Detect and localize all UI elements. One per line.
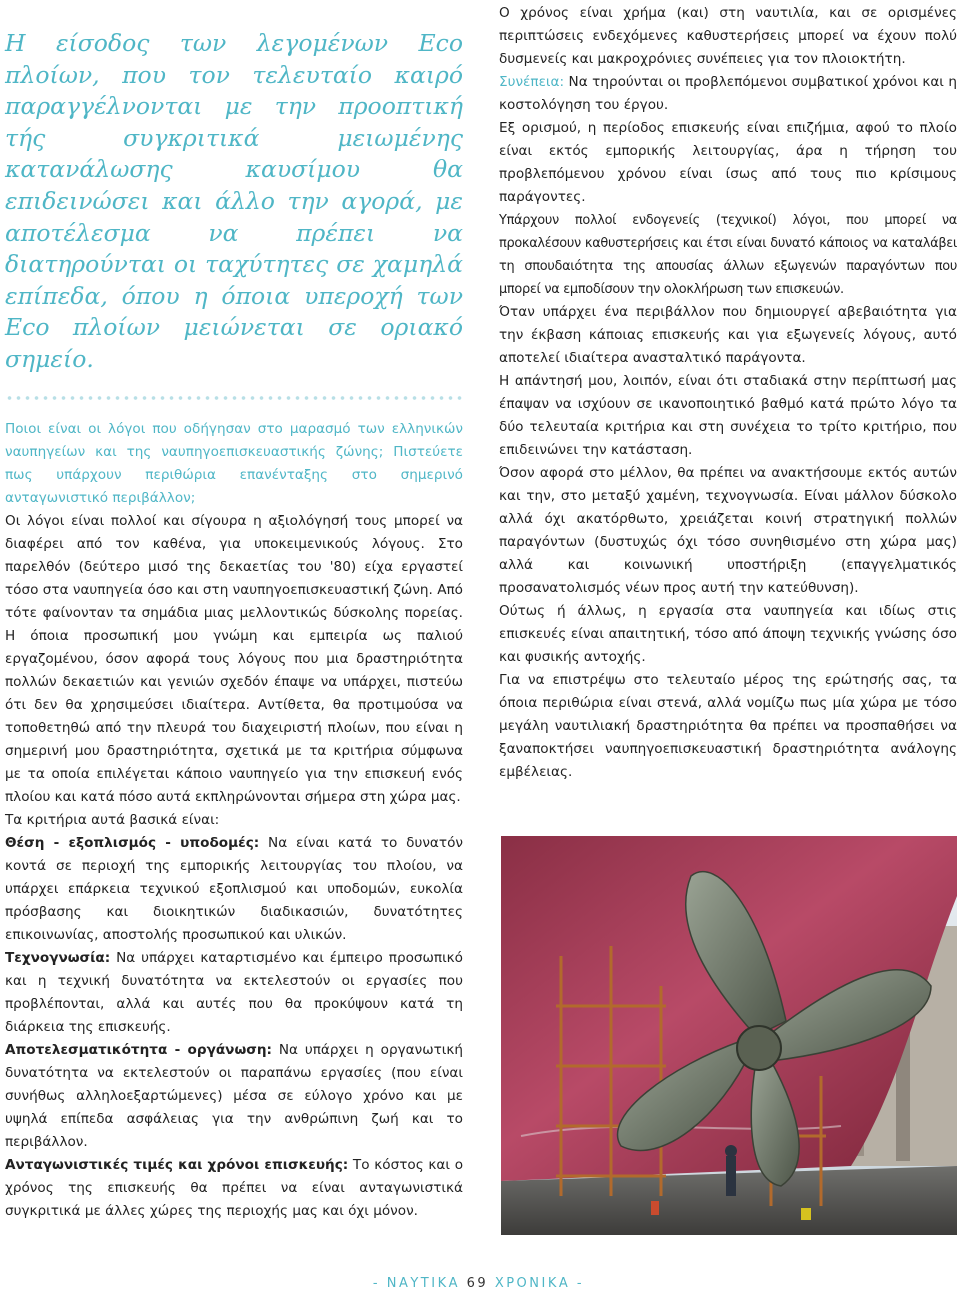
answer-paragraph: Τα κριτήρια αυτά βασικά είναι: <box>5 811 220 828</box>
criterion-pricing <box>5 1154 463 1223</box>
criterion-text: Να υπάρχει η οργανωτική δυνατότητα να εκτελεστούν οι παραπάνω εργασίες (που είναι συνήθως αλληλοεξαρτώμενες) μέσα σε εύλογο χρόνο και με υψηλά επίπεδα ασφάλειας για την ανθρώπινη ζωή και το περιβάλλον. <box>5 1041 464 1150</box>
page-number: 69 <box>466 1276 489 1291</box>
interview-question: Ποιοι είναι οι λόγοι που οδήγησαν στο μαρασμό των ελληνικών ναυπηγείων και της ναυπηγοεπισκευαστικής ζώνης; Πιστεύετε πως υπάρχουν περιθώρια επανένταξης στο σημερινό ανταγωνιστικό περιβάλλον; <box>5 420 463 506</box>
answer-paragraph: Για να επιστρέψω στο τελευταίο μέρος της ερώτησής σας, τα όποια περιθώρια είναι στενά, αλλά νομίζω πως μία χώρα με τόσο μεγάλη ναυτιλιακή δραστηριότητα θα πρέπει να προσπαθήσει να ξαναποκτήσει ναυπηγοεπισκευαστική δραστηριότητα ανάλογης εμβέλειας. <box>499 672 957 780</box>
answer-paragraph: Ο χρόνος είναι χρήμα (και) στη ναυτιλία, και σε ορισμένες περιπτώσεις ενδεχόμενες καθυστερήσεις μπορεί να έχουν πολύ δυσμενείς και μακροχρόνιες συνέπειες για τον πλοιοκτήτη. <box>499 5 957 67</box>
right-column <box>499 2 957 784</box>
answer-paragraph: Η απάντησή μου, λοιπόν, είναι ότι σταδιακά στην περίπτωσή μας έπαψαν να ισχύουν σε ικανοποιητικό βαθμό κατά πρώτο λόγο τα δύο τελευταία κριτήρια και στη συνέχεια το τρίτο κριτήριο, που επιδεινώνει την κατάσταση. <box>499 373 957 458</box>
criterion-text: Να τηρούνται οι προβλεπόμενοι συμβατικοί χρόνοι και η κοστολόγηση του έργου. <box>499 74 957 113</box>
criterion-text: Το κόστος και ο χρόνος της επισκευής θα πρέπει να είναι ανταγωνιστικά συγκριτικά με άλλες χώρες της περιοχής μας και όχι μόνον. <box>5 1156 464 1219</box>
left-column <box>5 28 463 1223</box>
footer-left: - ΝΑΥΤΙΚΑ <box>372 1276 460 1291</box>
criterion-location <box>5 832 463 947</box>
criterion-efficiency <box>5 1039 463 1154</box>
criterion-consistency <box>499 71 957 117</box>
dotted-divider <box>5 396 463 400</box>
criterion-text: Να είναι κατά το δυνατόν κοντά σε περιοχή της εμπορικής λειτουργίας του πλοίου, να υπάρχει επάρκεια τεχνικού εξοπλισμού και υποδομών, ευκολία πρόσβασης και διοικητικών διαδικασιών, δυνατότητες επικοινωνίας, αποστολής προσωπικού και υλικών. <box>5 834 463 943</box>
answer-paragraph: Όταν υπάρχει ένα περιβάλλον που δημιουργεί αβεβαιότητα για την έκβαση κάποιας επισκευής και για εξωγενείς λόγους, αυτό αποτελεί ιδιαίτερα ανασταλτικό παράγοντα. <box>499 304 957 366</box>
page-footer <box>0 1276 957 1291</box>
criterion-label: Συνέπεια: <box>499 74 565 90</box>
criterion-label: Θέση - εξοπλισμός - υποδομές: <box>5 834 260 851</box>
answer-paragraph: Υπάρχουν πολλοί ενδογενείς (τεχνικοί) λόγοι, που μπορεί να προκαλέσουν καθυστερήσεις και έτσι είναι δυνατό κάποιος να καταλάβει τη σπουδαιότητα της απουσίας άλλων εξωγενών παραγόντων που μπορεί να εμποδίσουν την ολοκλήρωση των επισκευών. <box>499 213 957 297</box>
criterion-label: Ανταγωνιστικές τιμές και χρόνοι επισκευής: <box>5 1156 349 1173</box>
criterion-label: Αποτελεσματικότητα - οργάνωση: <box>5 1041 272 1058</box>
criterion-label: Τεχνογνωσία: <box>5 949 111 966</box>
answer-paragraph: Οι λόγοι είναι πολλοί και σίγουρα η αξιολόγησή τους μπορεί να διαφέρει από τον καθένα, για υποκειμενικούς λόγους. Στο παρελθόν (δεύτερο μισό της δεκαετίας του '80) είχα εργαστεί τόσο στα ναυπηγεία όσο και στη ναυπηγοεπισκευαστική ζώνη. Από τότε φαίνονταν τα σημάδια μιας μελλοντικώς δύσκολης πορείας. Η όποια προσωπική μου γνώμη και εμπειρία ως παλιού εργαζομένου, όσον αφορά τους λόγους που μια δραστηριότητα πολλών δεκαετιών και γενιών σχεδόν έπαψε να υπάρχει, πιστεύω ότι δεν θα χρησιμεύσει ιδιαίτερα. Αντίθετα, θα προτιμούσα να τοποθετηθώ από την πλευρά του διαχειριστή πλοίων, που είναι η σημερινή μου δραστηριότητα, σχετικά με τα κριτήρια σύμφωνα με τα οποία επιλέγεται κάποιο ναυπηγείο για την επισκευή ενός πλοίου και κατά πόσο αυτά εκπληρώνονται σήμερα στη χώρα μας. <box>5 512 463 805</box>
answer-paragraph: Εξ ορισμού, η περίοδος επισκευής είναι επιζήμια, αφού το πλοίο είναι εκτός εμπορικής λειτουργίας, άρα η τήρηση του προβλεπόμενου χρόνου είναι ίσως από τους πιο κρίσιμους παράγοντες. <box>499 120 957 205</box>
answer-body <box>5 510 463 1223</box>
criterion-text: Να υπάρχει καταρτισμένο και έμπειρο προσωπικό και η τεχνική δυνατότητα να εκτελεστούν οι εργασίες που προβλέπονται, αλλά και αυτές που θα προκύψουν κατά τη διάρκεια της επισκευής. <box>5 949 463 1035</box>
answer-paragraph: Ούτως ή άλλως, η εργασία στα ναυπηγεία και ιδίως στις επισκευές είναι απαιτητική, τόσο από άποψη τεχνικής γνώσης όσο και φυσικής αντοχής. <box>499 603 957 665</box>
criterion-knowhow <box>5 947 463 1039</box>
pull-quote: Η είσοδος των λεγομένων Eco πλοίων, που τον τελευταίο καιρό παραγγέλνονται με την προοπτική τής συγκριτικά μειωμένης κατανάλωσης καυσίμου θα επιδεινώσει και άλλο την αγορά, με αποτέλεσμα να πρέπει να διατηρούνται οι ταχύτητες σε χαμηλά επίπεδα, όπου η όποια υπεροχή των Eco πλοίων μειώνεται σε οριακό σημείο. <box>5 29 463 373</box>
answer-paragraph: Όσον αφορά στο μέλλον, θα πρέπει να ανακτήσουμε εκτός αυτών και την, στο μεταξύ χαμένη, τεχνογνωσία. Είναι μάλλον δύσκολο αλλά όχι ακατόρθωτο, χρειάζεται κοινή στρατηγική πολλών παραγόντων (δυστυχώς όχι τόσο συνηθισμένο στη χώρα μας) αλλά και κοινωνική υποστήριξη (επαγγελματικός προσανατολισμός νέων προς αυτή την κατεύθυνση). <box>499 465 957 596</box>
propeller-photo <box>501 836 957 1235</box>
footer-right: ΧΡΟΝΙΚΑ - <box>494 1276 585 1291</box>
